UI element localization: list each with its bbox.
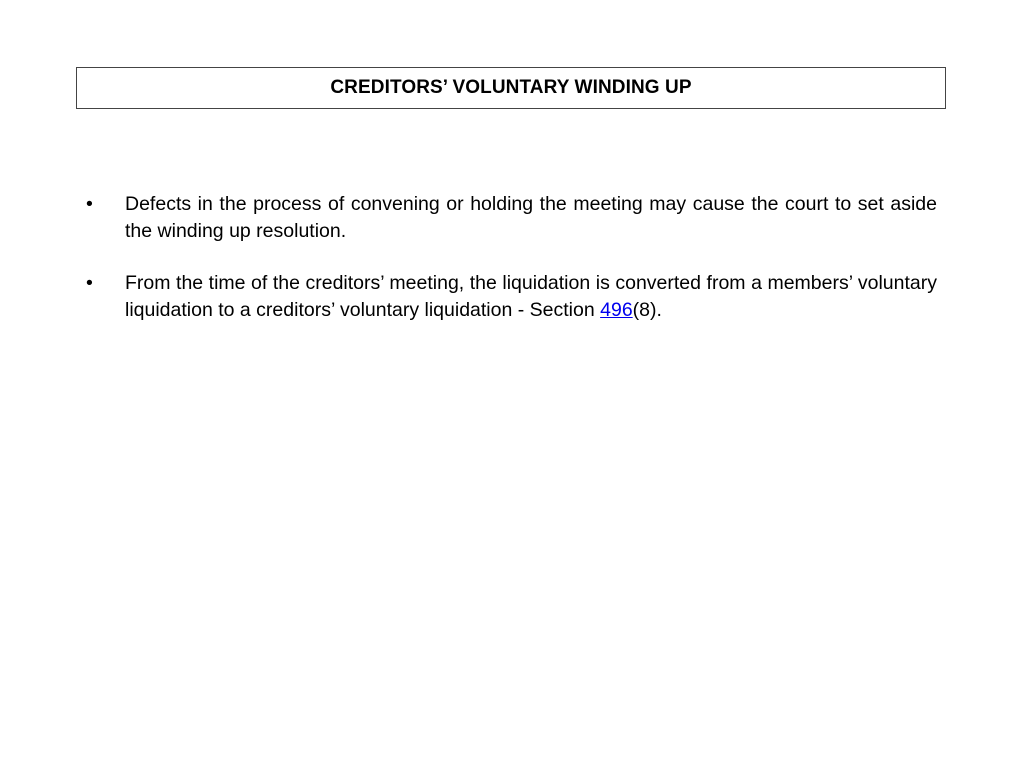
bullet-item [86, 270, 937, 324]
bullet-text: From the time of the creditors’ meeting, the liquidation is converted from a members’ voluntary liquidation to a creditors’ voluntary liquidation - Section [125, 272, 937, 321]
bullet-list [86, 191, 937, 349]
section-link[interactable]: 496 [600, 299, 633, 321]
bullet-icon: • [86, 193, 93, 215]
bullet-icon: • [86, 272, 93, 294]
slide-title: CREDITORS’ VOLUNTARY WINDING UP [330, 77, 692, 98]
title-box [76, 67, 946, 109]
bullet-text-suffix: (8). [632, 299, 662, 321]
bullet-item [86, 191, 937, 245]
bullet-text: Defects in the process of convening or holding the meeting may cause the court to set aside the winding up resolution. [125, 193, 937, 242]
